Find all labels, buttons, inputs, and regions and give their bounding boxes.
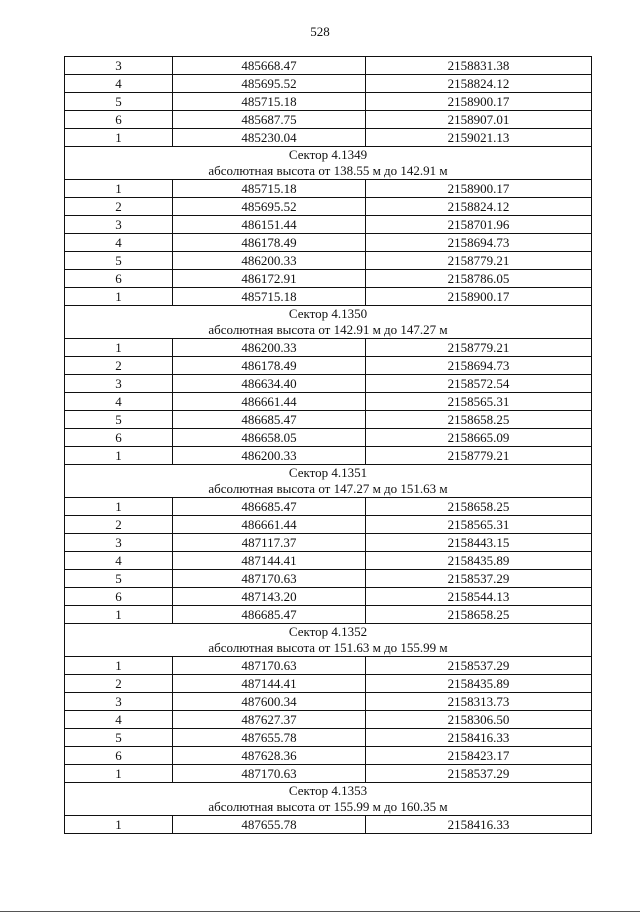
sector-altitude: абсолютная высота от 151.63 м до 155.99 м	[208, 640, 448, 655]
x-coordinate: 487170.63	[173, 570, 366, 588]
x-coordinate: 486200.33	[173, 252, 366, 270]
y-coordinate: 2158544.13	[366, 588, 592, 606]
table-row	[65, 765, 592, 783]
x-coordinate: 485715.18	[173, 93, 366, 111]
x-coordinate: 486685.47	[173, 411, 366, 429]
table-row	[65, 375, 592, 393]
x-coordinate: 485695.52	[173, 75, 366, 93]
table-row	[65, 498, 592, 516]
y-coordinate: 2158824.12	[366, 198, 592, 216]
y-coordinate: 2158779.21	[366, 447, 592, 465]
sector-header-row	[65, 624, 592, 657]
point-number: 5	[65, 252, 173, 270]
x-coordinate: 487628.36	[173, 747, 366, 765]
point-number: 1	[65, 765, 173, 783]
point-number: 3	[65, 57, 173, 75]
x-coordinate: 485695.52	[173, 198, 366, 216]
table-row	[65, 270, 592, 288]
table-row	[65, 339, 592, 357]
table-row	[65, 816, 592, 834]
y-coordinate: 2158423.17	[366, 747, 592, 765]
point-number: 4	[65, 75, 173, 93]
table-row	[65, 234, 592, 252]
table-row	[65, 606, 592, 624]
y-coordinate: 2158537.29	[366, 765, 592, 783]
table-row	[65, 657, 592, 675]
point-number: 6	[65, 588, 173, 606]
y-coordinate: 2158779.21	[366, 252, 592, 270]
y-coordinate: 2158701.96	[366, 216, 592, 234]
y-coordinate: 2158658.25	[366, 411, 592, 429]
y-coordinate: 2158416.33	[366, 816, 592, 834]
x-coordinate: 485715.18	[173, 288, 366, 306]
point-number: 1	[65, 816, 173, 834]
point-number: 2	[65, 198, 173, 216]
sector-header	[65, 147, 592, 180]
x-coordinate: 487143.20	[173, 588, 366, 606]
page-bottom-edge	[0, 911, 640, 912]
point-number: 3	[65, 534, 173, 552]
point-number: 4	[65, 234, 173, 252]
y-coordinate: 2158443.15	[366, 534, 592, 552]
point-number: 1	[65, 606, 173, 624]
table-row	[65, 429, 592, 447]
y-coordinate: 2158313.73	[366, 693, 592, 711]
y-coordinate: 2158435.89	[366, 552, 592, 570]
sector-title: Сектор 4.1351	[288, 465, 368, 480]
point-number: 3	[65, 693, 173, 711]
point-number: 1	[65, 339, 173, 357]
table-row	[65, 675, 592, 693]
table-row	[65, 693, 592, 711]
x-coordinate: 487600.34	[173, 693, 366, 711]
sector-title: Сектор 4.1350	[288, 306, 368, 321]
y-coordinate: 2158537.29	[366, 570, 592, 588]
point-number: 4	[65, 552, 173, 570]
table-row	[65, 216, 592, 234]
point-number: 5	[65, 570, 173, 588]
x-coordinate: 486200.33	[173, 339, 366, 357]
table-row	[65, 252, 592, 270]
y-coordinate: 2158572.54	[366, 375, 592, 393]
page-number: 528	[310, 24, 330, 39]
x-coordinate: 486634.40	[173, 375, 366, 393]
table-row	[65, 57, 592, 75]
coordinates-table	[64, 56, 592, 834]
point-number: 4	[65, 711, 173, 729]
y-coordinate: 2158565.31	[366, 393, 592, 411]
point-number: 5	[65, 729, 173, 747]
table-row	[65, 357, 592, 375]
x-coordinate: 487117.37	[173, 534, 366, 552]
table-row	[65, 516, 592, 534]
x-coordinate: 487655.78	[173, 729, 366, 747]
x-coordinate: 486661.44	[173, 393, 366, 411]
y-coordinate: 2158658.25	[366, 606, 592, 624]
point-number: 1	[65, 288, 173, 306]
table-row	[65, 588, 592, 606]
y-coordinate: 2158435.89	[366, 675, 592, 693]
point-number: 2	[65, 357, 173, 375]
x-coordinate: 485230.04	[173, 129, 366, 147]
table-row	[65, 711, 592, 729]
point-number: 1	[65, 498, 173, 516]
table-row	[65, 411, 592, 429]
y-coordinate: 2158824.12	[366, 75, 592, 93]
point-number: 1	[65, 180, 173, 198]
sector-header	[65, 306, 592, 339]
point-number: 5	[65, 411, 173, 429]
table-row	[65, 447, 592, 465]
point-number: 3	[65, 216, 173, 234]
x-coordinate: 487170.63	[173, 765, 366, 783]
x-coordinate: 485715.18	[173, 180, 366, 198]
sector-altitude: абсолютная высота от 155.99 м до 160.35 м	[208, 799, 448, 814]
y-coordinate: 2158831.38	[366, 57, 592, 75]
point-number: 1	[65, 657, 173, 675]
point-number: 4	[65, 393, 173, 411]
y-coordinate: 2158306.50	[366, 711, 592, 729]
sector-header-row	[65, 147, 592, 180]
sector-header	[65, 465, 592, 498]
y-coordinate: 2158694.73	[366, 234, 592, 252]
x-coordinate: 486151.44	[173, 216, 366, 234]
point-number: 1	[65, 447, 173, 465]
sector-altitude: абсолютная высота от 147.27 м до 151.63 м	[208, 481, 448, 496]
y-coordinate: 2159021.13	[366, 129, 592, 147]
x-coordinate: 487144.41	[173, 675, 366, 693]
x-coordinate: 485687.75	[173, 111, 366, 129]
sector-header-row	[65, 306, 592, 339]
point-number: 6	[65, 429, 173, 447]
x-coordinate: 486685.47	[173, 498, 366, 516]
table-row	[65, 534, 592, 552]
x-coordinate: 486658.05	[173, 429, 366, 447]
x-coordinate: 485668.47	[173, 57, 366, 75]
x-coordinate: 486685.47	[173, 606, 366, 624]
table-row	[65, 393, 592, 411]
y-coordinate: 2158786.05	[366, 270, 592, 288]
x-coordinate: 487144.41	[173, 552, 366, 570]
y-coordinate: 2158694.73	[366, 357, 592, 375]
table-row	[65, 288, 592, 306]
x-coordinate: 486178.49	[173, 234, 366, 252]
sector-header	[65, 783, 592, 816]
table-row	[65, 180, 592, 198]
table-row	[65, 93, 592, 111]
sector-altitude: абсолютная высота от 142.91 м до 147.27 м	[208, 322, 448, 337]
sector-header-row	[65, 465, 592, 498]
table-row	[65, 570, 592, 588]
sector-header-row	[65, 783, 592, 816]
x-coordinate: 487655.78	[173, 816, 366, 834]
table-row	[65, 552, 592, 570]
y-coordinate: 2158900.17	[366, 288, 592, 306]
y-coordinate: 2158537.29	[366, 657, 592, 675]
x-coordinate: 486178.49	[173, 357, 366, 375]
y-coordinate: 2158907.01	[366, 111, 592, 129]
point-number: 6	[65, 270, 173, 288]
table-row	[65, 198, 592, 216]
table-row	[65, 111, 592, 129]
y-coordinate: 2158900.17	[366, 93, 592, 111]
table-row	[65, 729, 592, 747]
y-coordinate: 2158900.17	[366, 180, 592, 198]
point-number: 6	[65, 111, 173, 129]
x-coordinate: 486200.33	[173, 447, 366, 465]
x-coordinate: 486661.44	[173, 516, 366, 534]
y-coordinate: 2158565.31	[366, 516, 592, 534]
point-number: 2	[65, 675, 173, 693]
y-coordinate: 2158658.25	[366, 498, 592, 516]
point-number: 2	[65, 516, 173, 534]
point-number: 6	[65, 747, 173, 765]
x-coordinate: 487627.37	[173, 711, 366, 729]
table-row	[65, 747, 592, 765]
sector-title: Сектор 4.1353	[288, 783, 368, 798]
y-coordinate: 2158665.09	[366, 429, 592, 447]
point-number: 1	[65, 129, 173, 147]
point-number: 3	[65, 375, 173, 393]
sector-altitude: абсолютная высота от 138.55 м до 142.91 м	[208, 163, 448, 178]
table-row	[65, 75, 592, 93]
table-row	[65, 129, 592, 147]
sector-title: Сектор 4.1352	[288, 624, 368, 639]
sector-title: Сектор 4.1349	[288, 147, 368, 162]
x-coordinate: 486172.91	[173, 270, 366, 288]
x-coordinate: 487170.63	[173, 657, 366, 675]
y-coordinate: 2158416.33	[366, 729, 592, 747]
sector-header	[65, 624, 592, 657]
point-number: 5	[65, 93, 173, 111]
y-coordinate: 2158779.21	[366, 339, 592, 357]
